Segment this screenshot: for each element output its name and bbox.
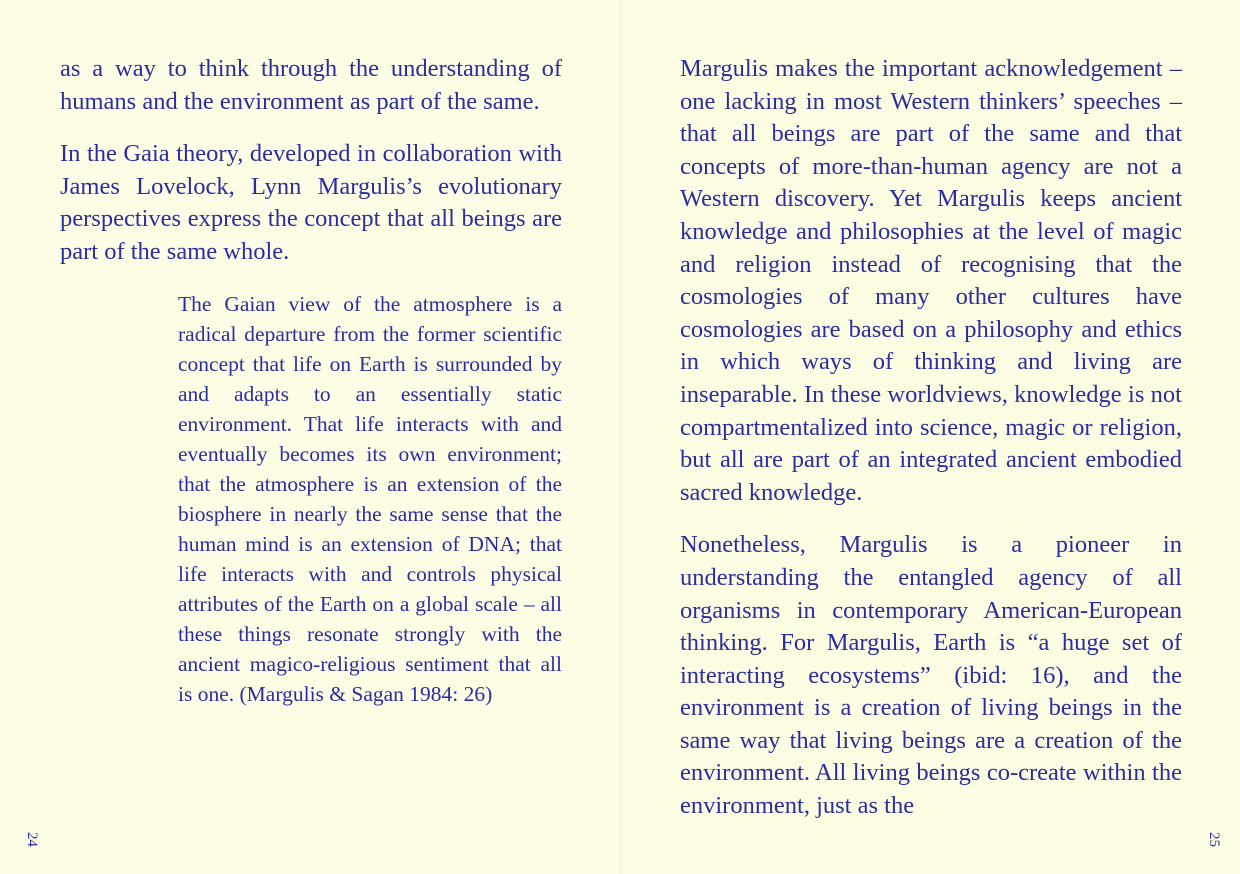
right-paragraph-1: Margulis makes the important acknowledgement – one lacking in most Western thinkers’ speeches – that all beings are part of the same and that concepts of more-than-human agency are not a Western discovery. Yet Margulis keeps ancient knowledge and philosophies at the level of magic and religion instead of recognising that the cosmologies of many other cultures have cosmologies are based on a philosophy and ethics in which ways of thinking and living are inseparable. In these worldviews, knowledge is not compartmentalized into science, magic or religion, but all are part of an integrated ancient embodied sacred knowledge. xyxy=(680,55,1182,506)
page-gutter xyxy=(618,0,622,874)
page-number-right: 25 xyxy=(1206,832,1222,847)
block-quote: The Gaian view of the atmosphere is a radical departure from the former scientific concept that life on Earth is surrounded by and adapts to an essentially static environment. That life interacts with and eventually becomes its own environment; that the atmosphere is an extension of the biosphere in nearly the same sense that the human mind is an extension of DNA; that life interacts with and controls physical attributes of the Earth on a global scale – all these things resonate strongly with the ancient magico-religious sentiment that all is one. (Margulis & Sagan 1984: 26) xyxy=(178,291,562,706)
right-text-column xyxy=(680,53,1182,843)
left-text-column xyxy=(60,53,562,709)
left-paragraph-2: In the Gaia theory, developed in collaboration with James Lovelock, Lynn Margulis’s evolutionary perspectives express the concept that all beings are part of the same whole. xyxy=(60,140,562,265)
right-paragraph-2: Nonetheless, Margulis is a pioneer in understanding the entangled agency of all organisms in contemporary American-European thinking. For Margulis, Earth is “a huge set of interacting ecosystems” (ibid: 16), and the environment is a creation of living beings in the same way that living beings are a creation of the environment. All living beings co-create within the environment, just as the xyxy=(680,531,1182,820)
page-number-left: 24 xyxy=(24,832,40,847)
left-paragraph-1: as a way to think through the understanding of humans and the environment as part of the same. xyxy=(60,55,562,115)
